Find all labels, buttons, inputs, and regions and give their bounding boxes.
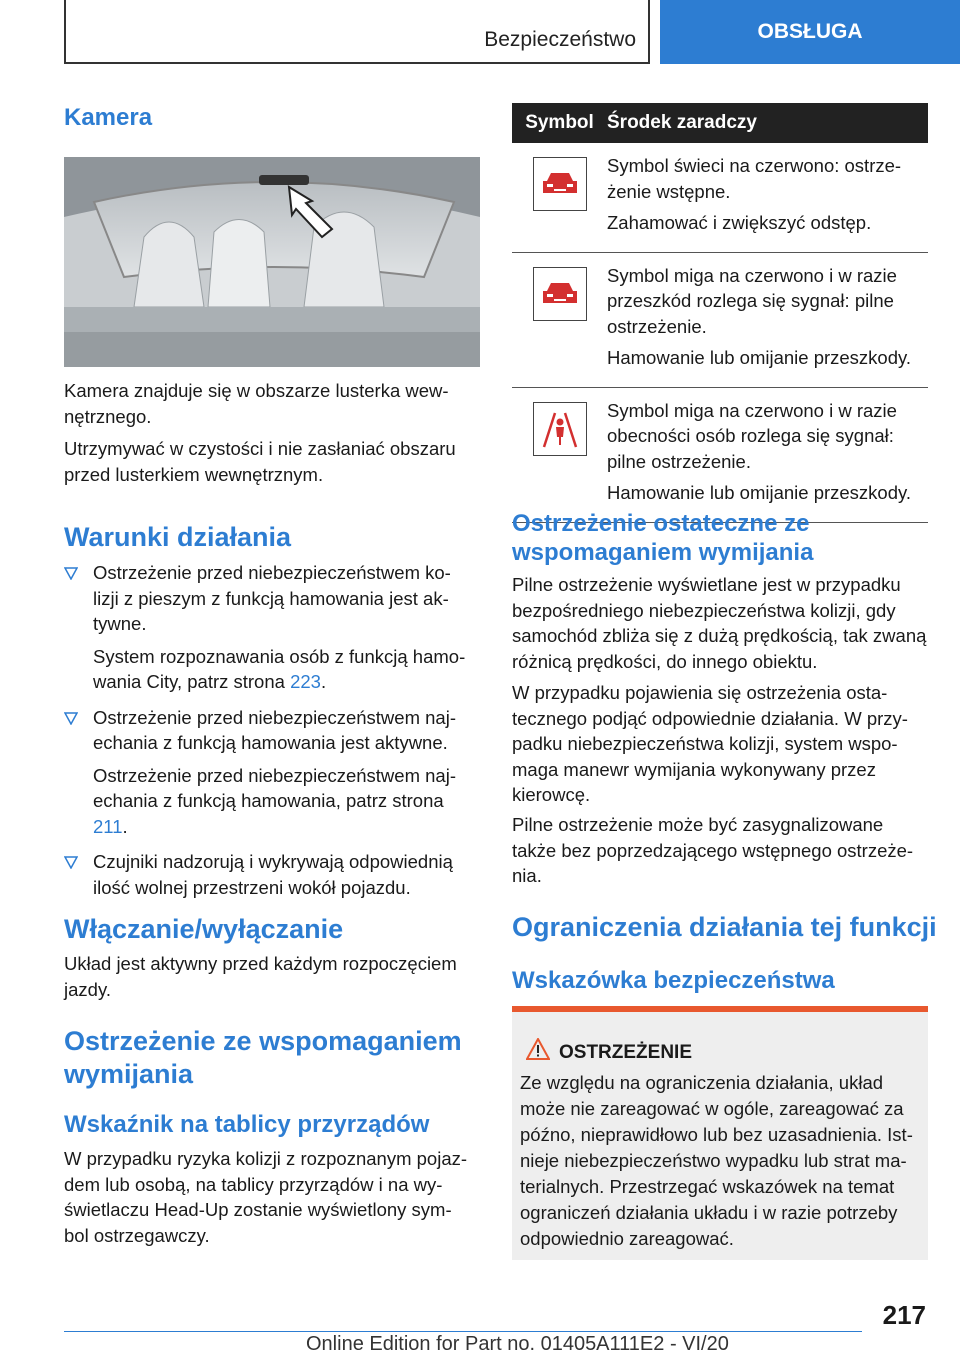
warning-text: Ze względu na ograniczenia działania, układ może nie zareagować w ogóle, zareagować za późno, nieprawidłowo lub bez uzasadnienia. Ist-nieje niebezpieczeństwo wypadku lub strat ma-terialnych. Przestrzegać wskazówek na temat ograniczeń działania układu i w razie potrzeby odpowiednio zareagować. bbox=[520, 1072, 913, 1249]
list-item: Ostrzeżenie przed niebezpieczeństwem naj-echania z funkcją hamowania jest aktywne. Ostrzeżenie przed niebezpieczeństwem naj-echania z funkcją hamowania, patrz strona 211. bbox=[64, 705, 476, 840]
footer-edition: Online Edition for Part no. 01405A111E2 - VI/20 bbox=[306, 1333, 729, 1355]
onoff-heading: Włączanie/wyłączanie bbox=[64, 914, 344, 944]
bullet-triangle-icon bbox=[64, 711, 78, 725]
final-warning-heading: Ostrzeżenie ostateczne ze wspomaganiem wymijania bbox=[512, 510, 814, 566]
header-divider-mid bbox=[648, 0, 650, 64]
row-3-line-2: Hamowanie lub omijanie przeszkody. bbox=[607, 482, 912, 503]
indicator-text: W przypadku ryzyka kolizji z rozpoznanym pojaz-dem lub osobą, na tablicy przyrządów i na wy-świetlaczu Head-Up zostanie wyświetlony sym-bol ostrzegawczy. bbox=[64, 1148, 468, 1246]
condition-1-text: Ostrzeżenie przed niebezpieczeństwem ko-lizji z pieszym z funkcją hamowania jest ak-tywne. bbox=[93, 562, 451, 634]
table-row bbox=[512, 143, 928, 253]
evasion-heading: Ostrzeżenie ze wspomaganiem wymijania bbox=[64, 1026, 462, 1089]
bullet-triangle-icon bbox=[64, 566, 78, 580]
condition-3-text: Czujniki nadzorują i wykrywają odpowiednią ilość wolnej przestrzeni wokół pojazdu. bbox=[93, 851, 453, 898]
header-divider-left bbox=[64, 0, 66, 64]
camera-heading: Kamera bbox=[64, 104, 153, 131]
conditions-heading: Warunki działania bbox=[64, 522, 292, 552]
indicator-heading: Wskaźnik na tablicy przyrządów bbox=[64, 1111, 430, 1138]
final-warning-p1: Pilne ostrzeżenie wyświetlane jest w przypadku bezpośredniego niebezpieczeństwa kolizji, gdy samochód zbliża się z dużą prędkością, tak zwaną różnicą prędkości, do innego obiektu. bbox=[512, 574, 927, 672]
table-row bbox=[512, 388, 928, 523]
limits-heading: Ograniczenia działania tej funkcji bbox=[512, 912, 937, 942]
row-2-line-1: Symbol miga na czerwono i w razie przeszkód rozlega się sygnał: pilne ostrzeżenie. bbox=[607, 264, 897, 337]
warning-label: OSTRZEŻENIE bbox=[559, 1042, 693, 1063]
camera-location-text: Kamera znajduje się w obszarze lusterka wew-nętrznego. bbox=[64, 380, 449, 427]
row-1-line-1: Symbol świeci na czerwono: ostrze-żenie wstępne. bbox=[607, 155, 902, 202]
row-2-line-2: Hamowanie lub omijanie przeszkody. bbox=[607, 347, 912, 368]
car-warning-icon bbox=[533, 157, 587, 211]
col-action-header: Środek zaradczy bbox=[607, 112, 757, 133]
row-3-line-1: Symbol miga na czerwono i w razie obecności osób rozlega się sygnał: pilne ostrzeżenie. bbox=[607, 399, 897, 472]
warning-box bbox=[512, 1006, 928, 1260]
table-header-row bbox=[512, 103, 928, 143]
header-section-title: Bezpieczeństwo bbox=[484, 28, 636, 51]
page-number: 217 bbox=[882, 1300, 926, 1330]
final-warning-p2: W przypadku pojawienia się ostrzeżenia osta-tecznego podjąć odpowiednie działania. W przy-padku niebezpieczeństwa kolizji, system wspo-maga manewr wymijania wykonywany przez kierowcę. bbox=[512, 682, 908, 805]
list-item: Ostrzeżenie przed niebezpieczeństwem ko-lizji z pieszym z funkcją hamowania jest ak-tywne. System rozpoznawania osób z funkcją hamo-wania City, patrz strona 223. bbox=[64, 560, 476, 695]
list-item bbox=[64, 849, 476, 900]
row-1-line-2: Zahamować i zwiększyć odstęp. bbox=[607, 212, 872, 233]
header-tab-obsluga[interactable]: OBSŁUGA bbox=[660, 0, 960, 64]
page-link-211[interactable]: 211 bbox=[93, 815, 123, 837]
car-warning-icon bbox=[533, 267, 587, 321]
bullet-triangle-icon bbox=[64, 855, 78, 869]
safety-heading: Wskazówka bezpieczeństwa bbox=[512, 967, 835, 994]
pedestrian-warning-icon bbox=[533, 402, 587, 456]
condition-2-ref-text: Ostrzeżenie przed niebezpieczeństwem naj-echania z funkcją hamowania, patrz strona bbox=[93, 764, 456, 811]
camera-care-text: Utrzymywać w czystości i nie zasłaniać obszaru przed lusterkiem wewnętrznym. bbox=[64, 438, 456, 485]
table-row bbox=[512, 253, 928, 388]
condition-2-text: Ostrzeżenie przed niebezpieczeństwem naj-echania z funkcją hamowania jest aktywne. bbox=[93, 706, 456, 753]
col-symbol-header: Symbol bbox=[525, 112, 594, 133]
symbol-table bbox=[512, 103, 928, 523]
warning-triangle-icon bbox=[526, 1038, 550, 1060]
page-link-223[interactable]: 223 bbox=[290, 671, 321, 692]
header-rule bbox=[64, 62, 648, 64]
conditions-list bbox=[64, 560, 476, 907]
final-warning-p3: Pilne ostrzeżenie może być zasygnalizowane także bez poprzedzającego wstępnego ostrzeże-nia. bbox=[512, 814, 914, 886]
onoff-text: Układ jest aktywny przed każdym rozpoczęciem jazdy. bbox=[64, 953, 457, 1000]
footer-rule bbox=[64, 1331, 862, 1332]
camera-illustration bbox=[64, 157, 480, 367]
condition-1-ref-text: System rozpoznawania osób z funkcją hamo-wania City, patrz strona bbox=[93, 645, 466, 692]
